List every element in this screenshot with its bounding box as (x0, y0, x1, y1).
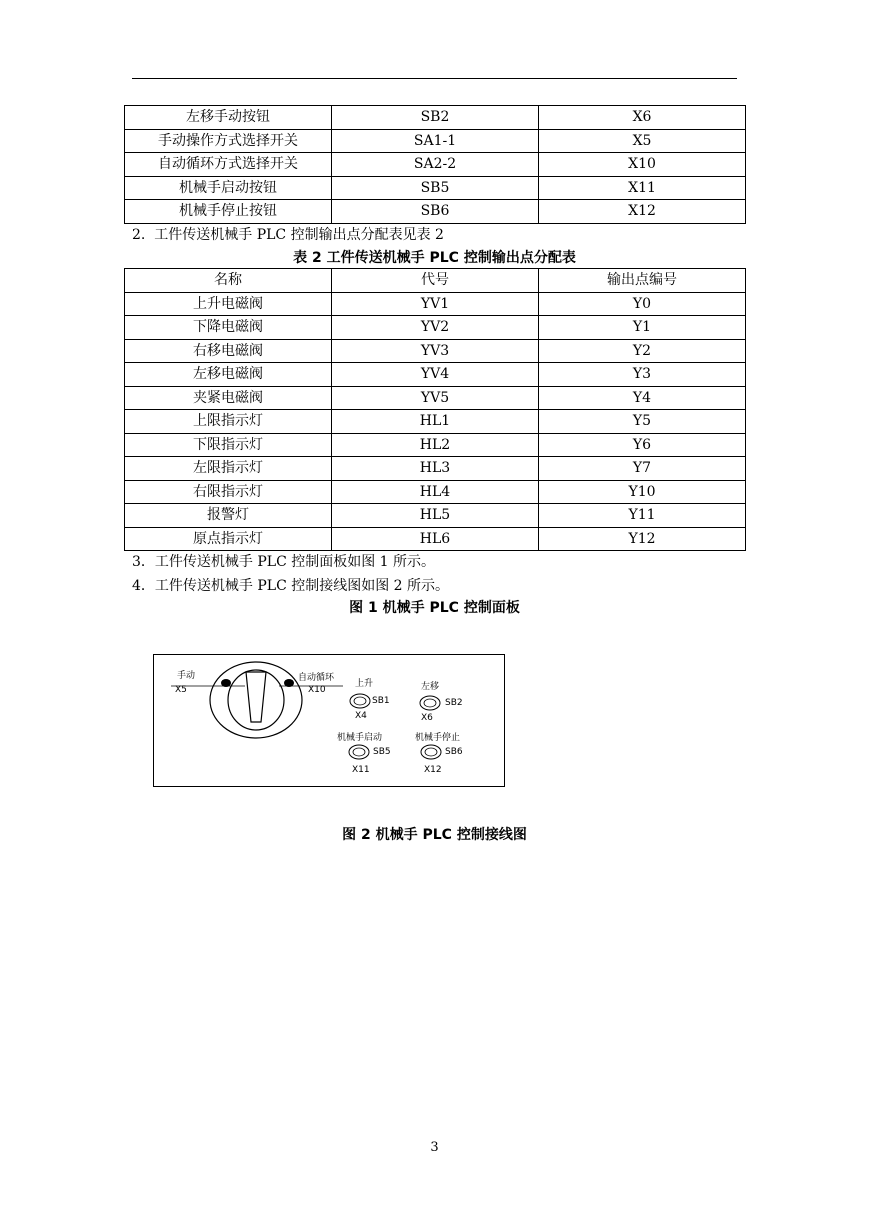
table-cell: 下限指示灯 (125, 433, 332, 457)
table-cell: SA2-2 (332, 153, 539, 177)
table-row (125, 457, 746, 481)
table-cell: SB6 (332, 200, 539, 224)
up-button-inner (354, 697, 366, 705)
table-row (125, 153, 746, 177)
table-cell: YV3 (332, 339, 539, 363)
table-cell: HL5 (332, 504, 539, 528)
manual-indicator-dot (221, 679, 231, 687)
table-cell: X11 (539, 176, 746, 200)
output-allocation-table (124, 268, 746, 551)
table-row (125, 129, 746, 153)
table-cell: SA1-1 (332, 129, 539, 153)
table-row (125, 480, 746, 504)
up-label: 上升 (355, 679, 374, 689)
auto-label: 自动循环 (298, 673, 335, 683)
stop-button-inner (425, 748, 437, 756)
left-button-icon (420, 696, 440, 710)
table-cell: 左移电磁阀 (125, 363, 332, 387)
manual-code: X5 (175, 685, 187, 695)
item-3-text: 3．工件传送机械手 PLC 控制面板如图 1 所示。 (132, 554, 436, 570)
table-row (125, 292, 746, 316)
table-2-caption: 表 2 工件传送机械手 PLC 控制输出点分配表 (293, 250, 576, 266)
table-cell: Y0 (539, 292, 746, 316)
table-cell: HL3 (332, 457, 539, 481)
stop-code: X12 (424, 765, 442, 775)
table-cell: 自动循环方式选择开关 (125, 153, 332, 177)
stop-label: 机械手停止 (415, 733, 461, 743)
table-cell: SB2 (332, 106, 539, 130)
table-row (125, 200, 746, 224)
input-allocation-table-continued (124, 105, 746, 224)
selector-inner-ring (228, 670, 284, 730)
manual-label: 手动 (177, 671, 196, 681)
table-row (125, 410, 746, 434)
up-id: SB1 (372, 696, 390, 706)
start-label: 机械手启动 (337, 733, 383, 743)
item-2-text: 2. 工件传送机械手 PLC 控制输出点分配表见表 2 (132, 227, 444, 243)
table-cell: X5 (539, 129, 746, 153)
table-cell: YV2 (332, 316, 539, 340)
up-button-icon (350, 694, 370, 708)
column-header: 代号 (332, 269, 539, 293)
table-cell: Y5 (539, 410, 746, 434)
start-code: X11 (352, 765, 370, 775)
table-cell: SB5 (332, 176, 539, 200)
table-cell: 原点指示灯 (125, 527, 332, 551)
table-cell: 右限指示灯 (125, 480, 332, 504)
table-row (125, 176, 746, 200)
table-cell: HL2 (332, 433, 539, 457)
table-cell: 夹紧电磁阀 (125, 386, 332, 410)
table-cell: 上限指示灯 (125, 410, 332, 434)
figure-1-caption: 图 1 机械手 PLC 控制面板 (349, 600, 520, 616)
table-cell: Y2 (539, 339, 746, 363)
item-4-text: 4．工件传送机械手 PLC 控制接线图如图 2 所示。 (132, 578, 450, 594)
table-cell: Y1 (539, 316, 746, 340)
start-button-icon (349, 745, 369, 759)
table-row (125, 339, 746, 363)
table-cell: X10 (539, 153, 746, 177)
table-row (125, 433, 746, 457)
table-cell: X6 (539, 106, 746, 130)
start-id: SB5 (373, 747, 391, 757)
table-row (125, 504, 746, 528)
auto-code: X10 (308, 685, 326, 695)
auto-indicator-dot (284, 679, 294, 687)
column-header: 名称 (125, 269, 332, 293)
table-cell: 下降电磁阀 (125, 316, 332, 340)
column-header: 输出点编号 (539, 269, 746, 293)
table-cell: Y4 (539, 386, 746, 410)
page-number: 3 (430, 1140, 439, 1155)
table-row (125, 527, 746, 551)
table-row (125, 316, 746, 340)
table-cell: HL6 (332, 527, 539, 551)
table-cell: Y12 (539, 527, 746, 551)
table-cell: 左移手动按钮 (125, 106, 332, 130)
header-rule (132, 78, 737, 79)
table-cell: 左限指示灯 (125, 457, 332, 481)
table-cell: X12 (539, 200, 746, 224)
figure-2-caption: 图 2 机械手 PLC 控制接线图 (342, 827, 527, 843)
table-cell: 右移电磁阀 (125, 339, 332, 363)
table-row (125, 386, 746, 410)
stop-button-icon (421, 745, 441, 759)
table-cell: 手动操作方式选择开关 (125, 129, 332, 153)
control-panel-figure (153, 654, 505, 787)
start-button-inner (353, 748, 365, 756)
table-cell: Y7 (539, 457, 746, 481)
table-cell: Y11 (539, 504, 746, 528)
table-header-row (125, 269, 746, 293)
table-cell: YV4 (332, 363, 539, 387)
table-row (125, 106, 746, 130)
table-cell: Y3 (539, 363, 746, 387)
table-row (125, 363, 746, 387)
table-cell: YV5 (332, 386, 539, 410)
table-cell: HL4 (332, 480, 539, 504)
left-label: 左移 (421, 682, 440, 692)
table-cell: HL1 (332, 410, 539, 434)
table-cell: 上升电磁阀 (125, 292, 332, 316)
left-id: SB2 (445, 698, 463, 708)
up-code: X4 (355, 711, 367, 721)
left-button-inner (424, 699, 436, 707)
table-cell: YV1 (332, 292, 539, 316)
selector-outer-ring (210, 662, 302, 738)
stop-id: SB6 (445, 747, 463, 757)
selector-knob (246, 672, 266, 722)
left-code: X6 (421, 713, 433, 723)
table-cell: Y6 (539, 433, 746, 457)
table-cell: 机械手停止按钮 (125, 200, 332, 224)
table-cell: 机械手启动按钮 (125, 176, 332, 200)
table-cell: 报警灯 (125, 504, 332, 528)
table-cell: Y10 (539, 480, 746, 504)
